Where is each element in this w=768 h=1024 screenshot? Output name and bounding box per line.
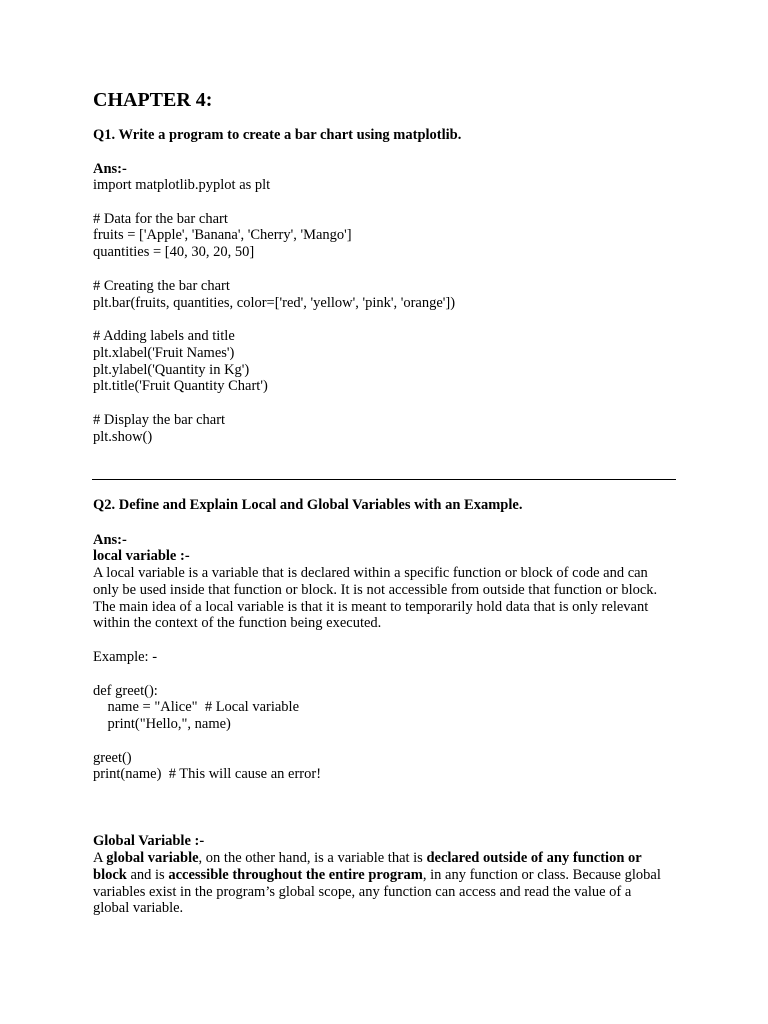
global-text-part-2: , on the other hand, is a variable that is	[198, 850, 427, 866]
global-text-part-4: , in any function or class. Because global variables exist in the program’s global scope, any function can access and read the value of a global variable.	[93, 866, 661, 917]
global-text-part-3: and is	[126, 866, 169, 883]
code-line-fruits: fruits = ['Apple', 'Banana', 'Cherry', 'Mango']	[93, 227, 352, 243]
code-line-show: plt.show()	[93, 429, 153, 445]
code-line-xlabel: plt.xlabel('Fruit Names')	[93, 345, 235, 361]
code-line-import: import matplotlib.pyplot as plt	[93, 177, 271, 193]
example-code-print: print("Hello,", name)	[93, 716, 231, 732]
code-comment-labels: # Adding labels and title	[93, 328, 235, 344]
global-text-part-1: A	[93, 850, 107, 866]
example-code-def: def greet():	[93, 683, 158, 699]
chapter-title: CHAPTER 4:	[93, 89, 213, 111]
example-label: Example: -	[93, 649, 158, 665]
local-variable-heading: local variable :-	[93, 548, 190, 564]
code-comment-display: # Display the bar chart	[93, 412, 226, 428]
q2-question: Q2. Define and Explain Local and Global Variables with an Example.	[93, 497, 523, 513]
global-variable-paragraph	[93, 850, 669, 917]
example-code-name: name = "Alice" # Local variable	[93, 699, 300, 715]
global-variable-text	[93, 850, 669, 917]
code-line-quantities: quantities = [40, 30, 20, 50]	[93, 244, 255, 260]
local-variable-paragraph	[93, 565, 669, 632]
q1-answer-label: Ans:-	[93, 161, 127, 177]
local-variable-text: A local variable is a variable that is declared within a specific function or block of code and can only be used inside that function or block. It is not accessible from outside that function or block. The main idea of a local variable is that it is meant to temporarily hold data that is only relevant within the context of the function being executed.	[93, 565, 658, 632]
example-code-call: greet()	[93, 750, 132, 766]
global-variable-heading: Global Variable :-	[93, 833, 205, 849]
global-text-bold-2: declared outside of any function or block	[93, 850, 642, 883]
code-line-title: plt.title('Fruit Quantity Chart')	[93, 378, 268, 394]
q1-question: Q1. Write a program to create a bar chart using matplotlib.	[93, 127, 462, 143]
code-comment-create: # Creating the bar chart	[93, 278, 230, 294]
q2-answer-label: Ans:-	[93, 532, 127, 548]
code-line-ylabel: plt.ylabel('Quantity in Kg')	[93, 362, 250, 378]
global-text-bold-1: global variable	[106, 850, 199, 866]
global-text-bold-3: accessible throughout the entire program	[168, 866, 423, 883]
code-line-bar: plt.bar(fruits, quantities, color=['red', 'yellow', 'pink', 'orange'])	[93, 295, 456, 311]
code-comment-data: # Data for the bar chart	[93, 211, 228, 227]
section-divider	[92, 479, 676, 480]
example-code-print-name: print(name) # This will cause an error!	[93, 766, 322, 782]
